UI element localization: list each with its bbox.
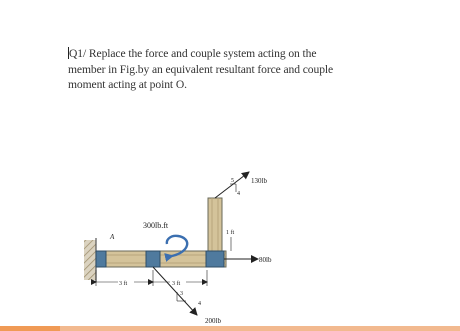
- question-line-3: moment acting at point O.: [68, 78, 187, 91]
- slope-130-triangle: [230, 178, 240, 197]
- slope-200-triangle: [177, 291, 201, 307]
- svg-text:4: 4: [237, 191, 240, 197]
- force-130-label: 130lb: [251, 177, 267, 185]
- bottom-progress-bar: [0, 326, 460, 331]
- connector-at-wall: [96, 251, 106, 267]
- svg-text:4: 4: [198, 301, 201, 307]
- svg-text:3: 3: [180, 291, 183, 297]
- force-130-arrow: [215, 172, 249, 198]
- bottom-progress-accent: [0, 326, 60, 331]
- point-a-label: A: [110, 233, 115, 241]
- force-200-label: 200lb: [205, 317, 221, 325]
- svg-text:3 ft: 3 ft: [172, 281, 181, 287]
- force-80-label: 80lb: [259, 256, 272, 264]
- question-line-2: member in Fig.by an equivalent resultant force and couple: [68, 62, 334, 76]
- wall-support: [84, 238, 96, 282]
- connector-middle: [146, 251, 160, 267]
- dim-1ft-label: 1 ft: [226, 230, 235, 236]
- connector-corner: [206, 251, 224, 267]
- force-200-arrow: [153, 267, 197, 315]
- svg-text:3 ft: 3 ft: [119, 281, 128, 287]
- couple-label: 300lb.ft: [143, 221, 169, 230]
- dim-3ft-mid: [153, 270, 207, 287]
- svg-text:5: 5: [231, 178, 234, 184]
- question-line-1-text: Q1/ Replace the force and couple system acting on the: [69, 47, 317, 60]
- dim-3ft-left: [96, 270, 153, 287]
